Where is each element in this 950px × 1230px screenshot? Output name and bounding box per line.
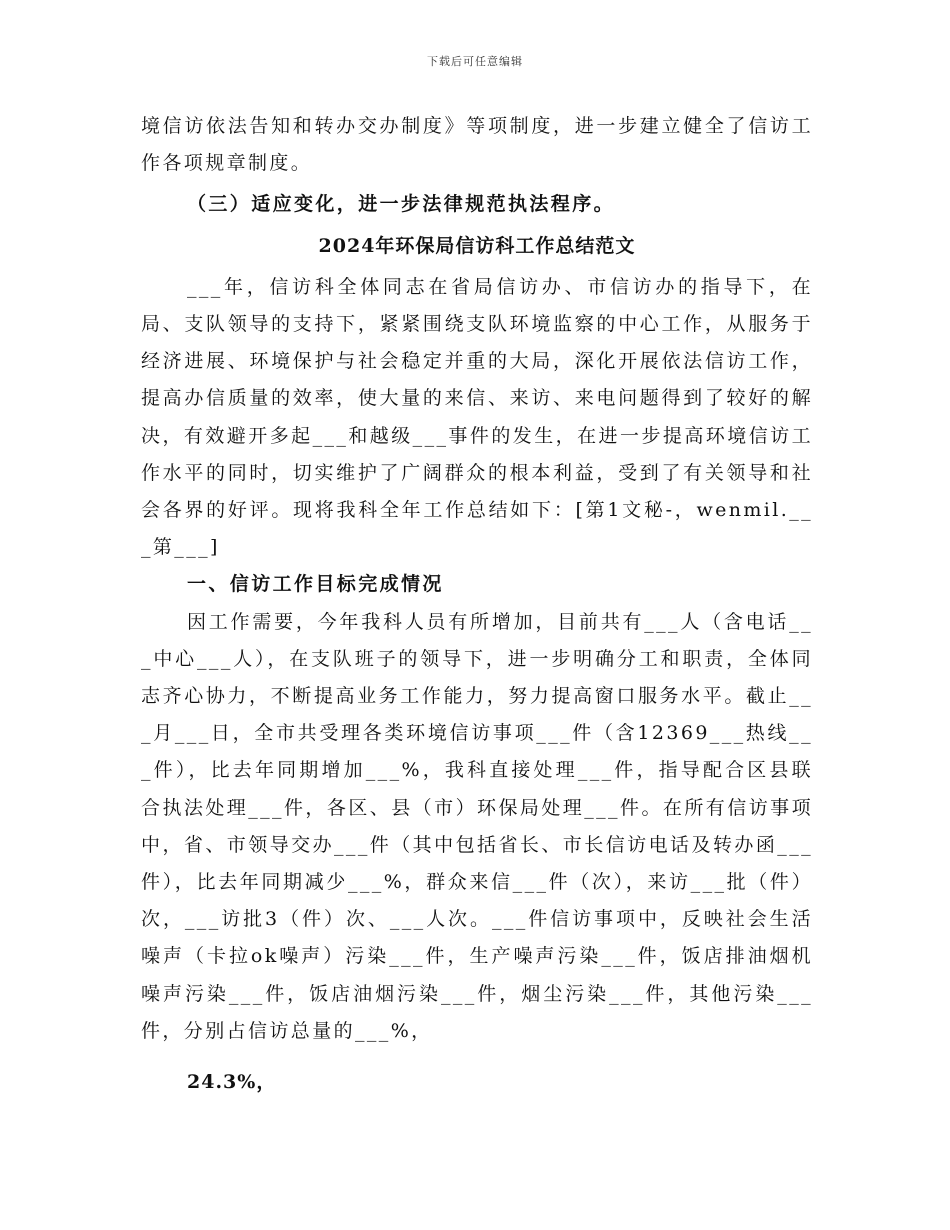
document-title: 2024年环保局信访科工作总结范文 — [318, 234, 636, 257]
section-heading-1: 一、信访工作目标完成情况 — [187, 573, 444, 596]
document-body — [141, 108, 813, 1101]
paragraph-percentage: 24.3%， — [187, 1071, 277, 1094]
section-heading-3: （三）适应变化，进一步法律规范执法程序。 — [187, 193, 616, 216]
paragraph-intro-continuation: 境信访依法告知和转办交办制度》等项制度，进一步建立健全了信访工作各项规章制度。 — [141, 115, 813, 175]
page-header: 下载后可任意编辑 — [427, 55, 523, 68]
paragraph-summary: ___年，信访科全体同志在省局信访办、市信访办的指导下，在局、支队领导的支持下，紧紧围绕支队环境监察的中心工作，从服务于经济进展、环境保护与社会稳定并重的大局，深化开展依法信访工作，提高办信质量的效率，使大量的来信、来访、来电问题得到了较好的解决，有效避开多起___和越级___事件的发生，在进一步提高环境信访工作水平的同时，切实维护了广阔群众的根本利益，受到了有关领导和社会各界的好评。现将我科全年工作总结如下：[第1文秘-，wenmil.___第___] — [141, 275, 813, 559]
paragraph-statistics: 因工作需要，今年我科人员有所增加，目前共有___人（含电话___中心___人），在支队班子的领导下，进一步明确分工和职责，全体同志齐心协力，不断提高业务工作能力，努力提高窗口服务水平。截止___月___日，全市共受理各类环境信访事项___件（含12369___热线___件），比去年同期增加___%，我科直接处理___件，指导配合区县联合执法处理___件，各区、县（市）环保局处理___件。在所有信访事项中，省、市领导交办___件（其中包括省长、市长信访电话及转办函___件），比去年同期减少___%，群众来信___件（次），来访___批（件）次，___访批3（件）次、___人次。___件信访事项中，反映社会生活噪声（卡拉ok噪声）污染___件，生产噪声污染___件，饭店排油烟机噪声污染___件，饭店油烟污染___件，烟尘污染___件，其他污染___件，分别占信访总量的___%， — [141, 610, 813, 1042]
